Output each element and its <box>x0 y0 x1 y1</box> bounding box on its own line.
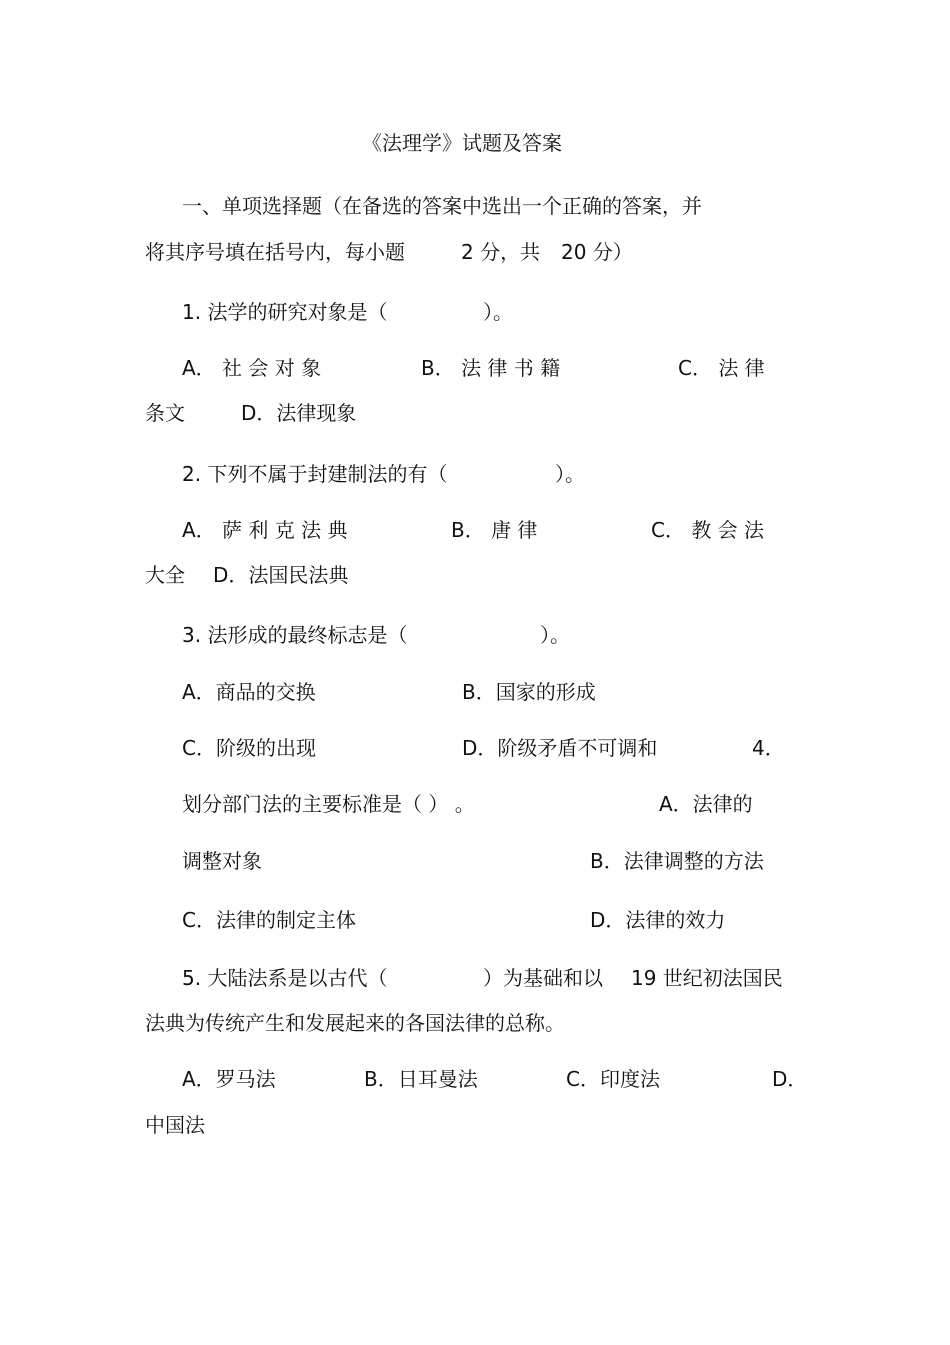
q2-option-c-cont: 大全 <box>145 563 185 587</box>
q1-stem-end: ）。 <box>483 300 513 324</box>
q4-option-a-cont: 调整对象 <box>182 849 262 873</box>
q3-option-d: D．阶级矛盾不可调和 <box>462 736 658 760</box>
q2-option-d: D．法国民法典 <box>213 563 349 587</box>
q5-option-a: A．罗马法 <box>182 1067 276 1091</box>
q2-option-a: A． 萨 利 克 法 典 <box>182 518 348 542</box>
q4-stem: 划分部门法的主要标准是（ ） 。 <box>182 792 475 816</box>
q3-stem-end: ）。 <box>540 623 570 647</box>
section-heading-line-1: 一、单项选择题（在备选的答案中选出一个正确的答案，并 <box>182 194 702 218</box>
q4-number: 4． <box>752 736 785 760</box>
q4-option-b: B．法律调整的方法 <box>590 849 764 873</box>
q4-option-c: C．法律的制定主体 <box>182 908 356 932</box>
section-heading-line-2: 将其序号填在括号内，每小题 <box>145 240 405 264</box>
q2-stem: 2. 下列不属于封建制法的有（ <box>182 462 448 486</box>
q2-option-c: C． 教 会 法 <box>651 518 765 542</box>
q3-option-c: C．阶级的出现 <box>182 736 316 760</box>
q5-option-c: C．印度法 <box>566 1067 660 1091</box>
document-title: 《法理学》试题及答案 <box>362 131 562 155</box>
q1-option-a: A． 社 会 对 象 <box>182 356 322 380</box>
section-score-each: 2 分，共 <box>461 240 541 264</box>
q2-option-b: B． 唐 律 <box>451 518 538 542</box>
q3-stem: 3. 法形成的最终标志是（ <box>182 623 408 647</box>
q5-stem: 5. 大陆法系是以古代（ <box>182 966 388 990</box>
q5-stem-tail: 19 世纪初法国民 <box>631 966 783 990</box>
q3-option-a: A．商品的交换 <box>182 680 316 704</box>
q3-option-b: B．国家的形成 <box>462 680 596 704</box>
q1-stem: 1. 法学的研究对象是（ <box>182 300 388 324</box>
section-score-total: 20 分） <box>561 240 633 264</box>
q1-option-c-cont: 条文 <box>145 401 185 425</box>
q1-option-d: D．法律现象 <box>241 401 357 425</box>
q2-stem-end: ）。 <box>555 462 585 486</box>
q5-stem-line-2: 法典为传统产生和发展起来的各国法律的总称。 <box>145 1011 565 1035</box>
q5-option-d-cont: 中国法 <box>145 1113 205 1137</box>
q5-option-d: D． <box>772 1067 808 1091</box>
q5-stem-mid: ）为基础和以 <box>483 966 603 990</box>
q1-option-b: B． 法 律 书 籍 <box>421 356 561 380</box>
q1-option-c: C． 法 律 <box>678 356 765 380</box>
q4-option-a: A．法律的 <box>659 792 753 816</box>
q4-option-d: D．法律的效力 <box>590 908 726 932</box>
q5-option-b: B．日耳曼法 <box>364 1067 478 1091</box>
